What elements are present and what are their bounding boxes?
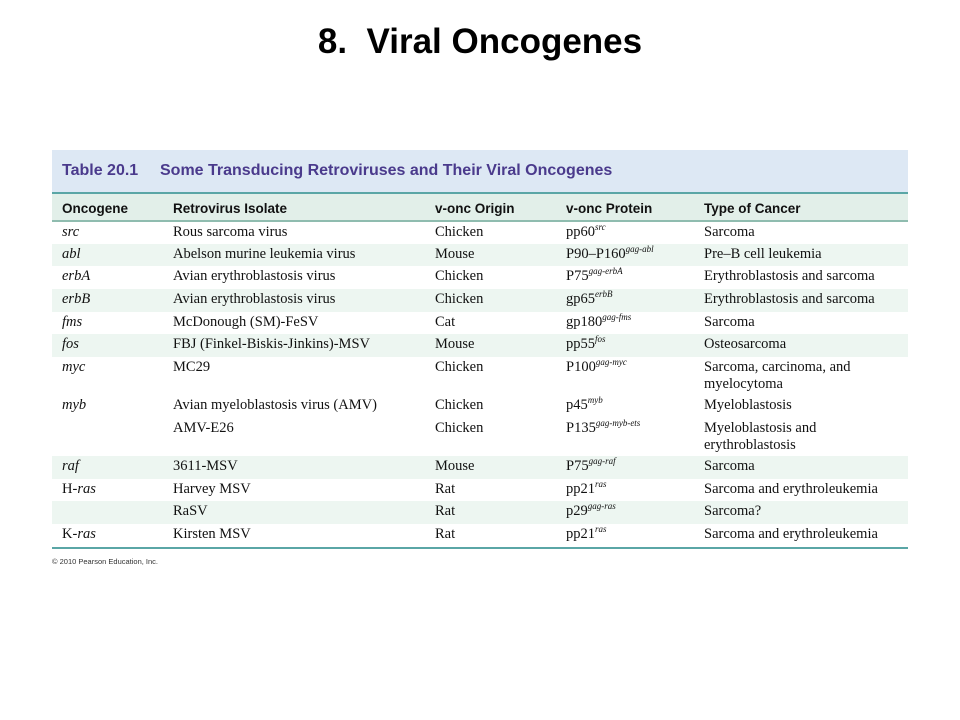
cell-type-of-cancer: Sarcoma and erythroleukemia [704,480,878,497]
cell-retrovirus-isolate: Abelson murine leukemia virus [163,244,425,267]
protein-name: pp60 [566,224,595,240]
protein-superscript: src [595,222,606,232]
protein-superscript: gag-myb-ets [595,417,641,428]
table-row [52,244,908,267]
cell-type-of-cancer: Sarcoma and erythroleukemia [704,525,878,542]
cell-vonc-protein [556,289,694,312]
protein-name: pp55 [566,336,595,353]
table-row [52,418,908,456]
protein-superscript: myb [587,395,603,406]
cell-type-of-cancer: Osteosarcoma [694,334,908,357]
cell-oncogene [52,456,163,479]
cell-oncogene [52,357,163,395]
oncogene-table [52,194,908,547]
cell-vonc-origin: Chicken [435,359,484,376]
cell-oncogene [52,334,163,357]
cell-vonc-origin: Mouse [425,334,556,357]
cell-oncogene [52,312,163,335]
table-row [52,289,908,312]
table-row [52,395,908,418]
protein-name: pp21 [566,480,595,497]
cell-oncogene [52,479,163,502]
protein-superscript: erbB [595,289,613,300]
oncogene-name: myc [62,359,86,376]
protein-name: p45 [566,397,588,414]
protein-name: P135 [566,419,596,436]
table-row [52,524,908,547]
header-vonc-protein: v-onc Protein [556,194,694,221]
header-retrovirus-isolate: Retrovirus Isolate [163,194,425,221]
protein-superscript: gag-fms [602,311,632,322]
cell-oncogene [52,501,163,524]
cell-vonc-protein [556,456,694,479]
protein-name: P100 [566,359,596,376]
table-row [52,266,908,289]
cell-vonc-origin: Mouse [425,456,556,479]
protein-superscript: gag-erbA [588,266,623,277]
protein-name: P90–P160 [566,245,626,262]
cell-vonc-protein [556,418,694,456]
header-type-of-cancer: Type of Cancer [694,194,908,221]
table-caption-bar [52,150,908,194]
protein-name: gp180 [566,313,603,330]
cell-retrovirus-isolate: McDonough (SM)-FeSV [173,313,319,330]
cell-vonc-origin: Chicken [435,224,484,240]
cell-type-of-cancer: Erythroblastosis and sarcoma [694,289,908,312]
cell-retrovirus-isolate: Kirsten MSV [173,525,251,542]
protein-name: gp65 [566,291,595,308]
table-header-row [52,194,908,221]
cell-oncogene [52,289,163,312]
oncogene-name: raf [62,457,79,474]
table-row [52,501,908,524]
cell-type-of-cancer: Myeloblastosis [704,397,792,414]
cell-vonc-protein [556,266,694,289]
table-row [52,456,908,479]
protein-superscript: gag-ras [587,501,616,512]
cell-retrovirus-isolate: Avian myeloblastosis virus (AMV) [173,397,377,414]
cell-vonc-origin: Chicken [425,289,556,312]
header-vonc-origin: v-onc Origin [425,194,556,221]
oncogene-prefix: K- [62,525,78,542]
oncogene-name: src [62,224,80,240]
cell-vonc-origin: Rat [435,480,456,497]
cell-oncogene [52,418,163,456]
cell-retrovirus-isolate: Rous sarcoma virus [173,224,288,240]
cell-vonc-origin: Chicken [435,419,484,436]
table-row [52,334,908,357]
table-row [52,221,908,244]
cell-retrovirus-isolate: 3611-MSV [163,456,425,479]
oncogene-name: fms [62,313,83,330]
table-container [52,150,908,549]
cell-vonc-origin: Rat [425,501,556,524]
cell-vonc-protein [556,501,694,524]
cell-retrovirus-isolate: Avian erythroblastosis virus [163,289,425,312]
protein-superscript: fos [595,334,606,345]
table-row [52,357,908,395]
cell-vonc-origin: Cat [435,313,456,330]
cell-type-of-cancer: Pre–B cell leukemia [694,244,908,267]
cell-retrovirus-isolate: FBJ (Finkel-Biskis-Jinkins)-MSV [163,334,425,357]
protein-name: p29 [566,503,588,520]
cell-vonc-origin: Chicken [435,268,484,285]
oncogene-name: abl [62,245,81,262]
cell-vonc-origin: Chicken [435,397,484,414]
cell-vonc-protein [556,334,694,357]
oncogene-name: ras [77,525,96,542]
oncogene-name: ras [77,480,96,497]
oncogene-name: myb [62,397,87,414]
cell-vonc-origin: Rat [435,525,456,542]
cell-vonc-protein [556,221,694,244]
cell-retrovirus-isolate: MC29 [173,359,211,376]
cell-retrovirus-isolate: AMV-E26 [173,419,234,436]
cell-retrovirus-isolate: Avian erythroblastosis virus [173,268,336,285]
cell-type-of-cancer: Sarcoma? [694,501,908,524]
protein-superscript: gag-raf [588,455,616,466]
cell-oncogene [52,221,163,244]
protein-superscript: gag-abl [625,243,654,254]
cell-vonc-protein [556,244,694,267]
copyright-notice: © 2010 Pearson Education, Inc. [52,557,159,566]
protein-superscript: ras [595,478,607,489]
cell-vonc-protein [556,357,694,395]
cell-oncogene [52,266,163,289]
protein-name: P75 [566,268,589,285]
cell-vonc-protein [556,524,694,547]
protein-name: P75 [566,457,589,474]
oncogene-prefix: H- [62,480,78,497]
oncogene-name: erbA [62,268,91,285]
cell-oncogene [52,524,163,547]
protein-superscript: ras [595,523,607,534]
cell-retrovirus-isolate: RaSV [163,501,425,524]
cell-retrovirus-isolate: Harvey MSV [173,480,251,497]
cell-vonc-protein [556,395,694,418]
protein-superscript: gag-myc [595,357,627,368]
cell-vonc-origin: Mouse [425,244,556,267]
cell-type-of-cancer: Sarcoma [694,456,908,479]
cell-vonc-protein [556,312,694,335]
oncogene-name: erbB [62,291,91,308]
cell-type-of-cancer: Erythroblastosis and sarcoma [704,268,875,285]
table-row [52,479,908,502]
cell-vonc-protein [556,479,694,502]
cell-oncogene [52,244,163,267]
protein-name: pp21 [566,525,595,542]
cell-type-of-cancer: Sarcoma [704,224,755,240]
table-row [52,312,908,335]
cell-type-of-cancer: Myeloblastosis and erythroblastosis [704,419,817,453]
cell-type-of-cancer: Sarcoma [704,313,755,330]
cell-oncogene [52,395,163,418]
oncogene-name: fos [62,336,79,353]
slide-title: 8. Viral Oncogenes [317,22,643,61]
table-number: Table 20.1 [62,162,139,179]
table-caption: Some Transducing Retroviruses and Their Viral Oncogenes [160,162,613,179]
table-bottom-rule [52,547,908,549]
cell-type-of-cancer: Sarcoma, carcinoma, and myelocytoma [704,359,851,393]
header-oncogene: Oncogene [52,194,163,221]
